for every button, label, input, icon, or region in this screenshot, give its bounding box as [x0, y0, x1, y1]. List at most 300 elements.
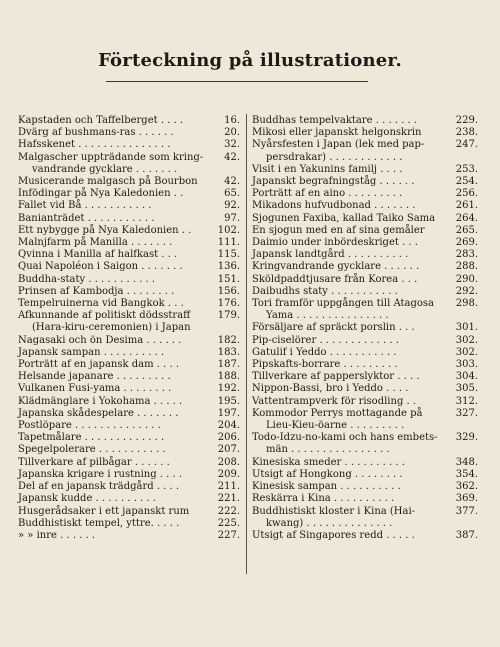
entry-label — [18, 457, 214, 469]
index-entry — [18, 347, 240, 359]
entry-page-number: 42. — [224, 176, 240, 188]
leader-dots: . . . . — [153, 359, 179, 371]
index-entry — [252, 371, 478, 383]
entry-text: Buddha-staty — [18, 273, 86, 285]
leader-dots: . . . . . . . — [370, 200, 416, 212]
index-entry — [252, 347, 478, 359]
right-column — [252, 115, 478, 542]
leader-dots: . . . . — [377, 163, 403, 175]
entry-text: En sjogun med en af sina gemåler — [252, 224, 425, 236]
entry-page-number: 312. — [455, 395, 478, 407]
entry-page-number: 301. — [455, 322, 478, 334]
entry-text: Musicerande malgasch på Bourbon — [18, 176, 198, 188]
entry-page-number: 283. — [455, 249, 478, 261]
index-entry — [18, 298, 240, 310]
entry-text: Afkunnande af politiskt dödsstraff — [18, 310, 191, 322]
entry-page-number: 187. — [217, 359, 240, 371]
index-entry — [252, 530, 478, 542]
entry-text: Todo-Idzu-no-kami och hans embets- — [252, 432, 438, 444]
entry-text: Qvinna i Manilla af halfkast — [18, 249, 159, 261]
entry-page-number: 247. — [455, 139, 478, 151]
entry-page-number: 188. — [217, 371, 240, 383]
entry-label — [18, 298, 214, 310]
entry-page-number: 229. — [455, 115, 478, 126]
entry-label — [252, 481, 452, 493]
leader-dots: . . . . . . — [131, 456, 170, 468]
entry-text: Nippon-Bassi, bro i Yeddo — [252, 383, 383, 395]
leader-dots: . . . . . . — [376, 176, 415, 188]
entry-label — [18, 213, 214, 225]
entry-label — [252, 335, 452, 347]
leader-dots: . . . . . . . . . . . . . . . . — [287, 444, 390, 456]
entry-continuation: persdrakar) — [266, 151, 327, 163]
entry-text: Japansk landtgård — [252, 249, 345, 261]
entry-label — [18, 237, 214, 249]
index-entry — [252, 408, 478, 432]
entry-page-number: 176. — [217, 298, 240, 310]
leader-dots: . . . . — [382, 383, 409, 395]
entry-page-number: 261. — [455, 200, 478, 212]
entry-text: Buddhistiskt tempel, yttre — [18, 517, 151, 529]
entry-text: Japanska krigare i rustning — [18, 468, 157, 480]
entry-page-number: 264. — [455, 212, 478, 224]
index-entry — [18, 457, 240, 469]
entry-label — [18, 152, 214, 176]
index-entry — [252, 469, 478, 481]
index-entry — [18, 408, 240, 420]
leader-dots: . . . . . . . . . . . . . . — [71, 420, 161, 432]
leader-dots: . . . . — [153, 481, 180, 493]
entry-continuation: män — [266, 444, 288, 456]
entry-label — [18, 481, 214, 493]
entry-text: Tori framför uppgången till Atagosa — [252, 298, 434, 310]
leader-dots: . . . . . . . . . . . — [95, 444, 166, 456]
index-entry — [252, 383, 478, 395]
entry-page-number: 207. — [217, 444, 240, 456]
entry-label — [18, 115, 214, 127]
entry-page-number: 179. — [217, 310, 240, 322]
entry-text: Porträtt af en aino — [252, 188, 346, 200]
entry-page-number: 377. — [455, 505, 478, 517]
entry-text: Klädmänglare i Yokohama — [18, 395, 151, 407]
entry-label — [18, 396, 214, 408]
entry-label — [252, 493, 452, 505]
entry-text: Japansk kudde — [18, 493, 93, 505]
entry-text: Kommodor Perrys mottagande på — [252, 407, 423, 419]
entry-page-number: 290. — [455, 273, 478, 285]
index-entry — [252, 188, 478, 200]
entry-text: Banianträdet — [18, 212, 85, 224]
entry-continuation: vandrande gycklare — [32, 163, 133, 175]
entry-label — [18, 249, 214, 261]
entry-continuation: Lieu-Kieu-öarne — [266, 420, 348, 432]
leader-dots: . . . . . . . — [138, 261, 183, 273]
entry-label — [252, 164, 452, 176]
entry-label — [18, 286, 214, 298]
leader-dots: . . . . . . . . — [351, 468, 403, 480]
entry-label — [252, 396, 452, 408]
index-entry — [18, 249, 240, 261]
entry-label — [252, 347, 452, 359]
entry-label — [252, 432, 452, 456]
leader-dots: . . . . . . . . . . — [330, 493, 395, 505]
entry-page-number: 211. — [217, 481, 240, 493]
title-rule — [106, 81, 368, 82]
leader-dots: . . . . — [156, 468, 183, 480]
index-entry — [252, 322, 478, 334]
leader-dots: . . . — [164, 298, 184, 310]
column-divider — [246, 114, 247, 574]
index-entry — [18, 261, 240, 273]
entry-label — [18, 506, 214, 518]
index-entry — [18, 310, 240, 334]
leader-dots: . . . . . . . . . . — [341, 456, 405, 468]
entry-text: Daibudhs staty — [252, 285, 328, 297]
leader-dots: . . . . . . . . . . . — [84, 212, 155, 224]
entry-page-number: 151. — [217, 273, 240, 285]
index-entry — [252, 213, 478, 225]
entry-text-continued — [18, 322, 214, 334]
entry-text: Infödingar på Nya Kaledonien — [18, 188, 171, 200]
entry-text: Dvärg af bushmans-ras — [18, 127, 136, 139]
entry-page-number: 221. — [217, 493, 240, 505]
entry-label — [252, 359, 452, 371]
entry-label — [18, 225, 214, 237]
entry-text-continued — [252, 152, 452, 164]
entry-page-number: 225. — [217, 517, 240, 529]
index-entry — [18, 396, 240, 408]
entry-page-number: 156. — [217, 285, 240, 297]
leader-dots: . . . . . . — [381, 261, 420, 273]
entry-label — [18, 371, 214, 383]
entry-page-number: 348. — [455, 456, 478, 468]
leader-dots: . . . . . . . . . . . . . . . — [75, 139, 171, 151]
entry-label — [18, 420, 214, 432]
entry-label — [252, 115, 452, 127]
leader-dots: . . . . . . . . . . . — [85, 273, 156, 285]
leader-dots: . . . . . . . . — [120, 383, 172, 395]
entry-page-number: 238. — [455, 127, 478, 139]
entry-label — [18, 383, 214, 395]
leader-dots: . . . — [398, 237, 418, 249]
entry-continuation: kwang) — [266, 517, 304, 529]
index-entry — [252, 261, 478, 273]
leader-dots: . . . . . . — [135, 127, 174, 139]
entry-page-number: 32. — [224, 139, 240, 151]
leader-dots: . . . . . . . . . . — [344, 249, 409, 261]
entry-text: Utsigt af Hongkong — [252, 468, 352, 480]
entry-label — [18, 518, 214, 530]
entry-text: Sköldpaddtjusare från Korea — [252, 273, 399, 285]
index-entry — [252, 115, 478, 127]
entry-page-number: 303. — [455, 359, 478, 371]
entry-text: Porträtt af en japansk dam — [18, 359, 154, 371]
leader-dots: . . . . . . . — [132, 163, 178, 175]
entry-page-number: 327. — [455, 407, 478, 419]
entry-label — [18, 139, 214, 151]
entry-label — [18, 408, 214, 420]
entry-page-number: 206. — [217, 432, 240, 444]
index-entry — [252, 359, 478, 371]
entry-label — [18, 335, 214, 347]
entry-text: Pip-ciselörer — [252, 334, 317, 346]
entry-label — [18, 127, 214, 139]
entry-label — [252, 506, 452, 530]
entry-text: Postlöpare — [18, 420, 72, 432]
index-entry — [252, 493, 478, 505]
leader-dots: . . . — [158, 249, 178, 261]
entry-page-number: 227. — [217, 529, 240, 541]
entry-label — [18, 347, 214, 359]
index-entry — [18, 371, 240, 383]
index-entry — [18, 213, 240, 225]
entry-page-number: 298. — [455, 298, 478, 310]
entry-text: Husgerådsaker i ett japanskt rum — [18, 505, 190, 517]
entry-text: Prinsen af Kambodja — [18, 285, 124, 297]
leader-dots: . . . . . . — [143, 334, 182, 346]
index-entry — [18, 335, 240, 347]
index-entry — [18, 506, 240, 518]
page-title: Förteckning på illustrationer. — [98, 50, 402, 71]
leader-dots: . . . . . . . . . . . . . . . — [293, 310, 389, 322]
entry-text: Vulkanen Fusi-yama — [18, 383, 121, 395]
index-entry — [252, 457, 478, 469]
entry-text: Pipskafts-borrare — [252, 359, 341, 371]
entry-text: Helsande japanare — [18, 371, 114, 383]
leader-dots: . . . . . — [150, 517, 180, 529]
leader-dots: . . . . . . . . . . . — [326, 346, 397, 358]
entry-label — [252, 408, 452, 432]
entry-page-number: 197. — [217, 407, 240, 419]
entry-text: » » inre — [18, 529, 57, 541]
entry-text: Sjogunen Faxiba, kallad Taiko Sama — [252, 212, 436, 224]
entry-page-number: 256. — [455, 188, 478, 200]
index-entry — [18, 115, 240, 127]
entry-label — [18, 274, 214, 286]
index-entry — [18, 420, 240, 432]
entry-page-number: 115. — [217, 249, 240, 261]
entry-text: Japanska skådespelare — [18, 407, 134, 419]
entry-page-number: 209. — [217, 468, 240, 480]
entry-continuation: Yama — [266, 310, 294, 322]
entry-text: Japansk sampan — [18, 346, 101, 358]
entry-label — [18, 530, 214, 542]
entry-text: Tempelruinerna vid Bangkok — [18, 298, 165, 310]
index-entry — [18, 530, 240, 542]
entry-label — [252, 457, 452, 469]
entry-page-number: 97. — [224, 212, 240, 224]
index-entry — [252, 432, 478, 456]
entry-text: Buddhas tempelvaktare — [252, 115, 373, 126]
entry-text: Malnjfarm på Manilla — [18, 237, 128, 249]
leader-dots: . . . . . . . . . . . . . — [316, 334, 399, 346]
entry-page-number: 292. — [455, 285, 478, 297]
leader-dots: . . . . . . . . . — [345, 188, 403, 200]
leader-dots: . . . . . . . . . . — [92, 493, 156, 505]
index-entry — [252, 237, 478, 249]
index-entry — [18, 127, 240, 139]
entry-label — [252, 274, 452, 286]
entry-label — [252, 237, 452, 249]
entry-label — [252, 225, 452, 237]
index-entry — [252, 286, 478, 298]
entry-label — [18, 188, 214, 200]
entry-page-number: 329. — [455, 432, 478, 444]
entry-label — [252, 261, 452, 273]
entry-text: Tillverkare af pilbågar — [18, 456, 132, 468]
entry-label — [252, 371, 452, 383]
entry-label — [252, 200, 452, 212]
entry-continuation: (Hara-kiru-ceremonien) i Japan — [32, 322, 191, 334]
left-column — [18, 115, 240, 542]
entry-label — [18, 432, 214, 444]
entry-page-number: 369. — [455, 493, 478, 505]
index-entry — [18, 359, 240, 371]
leader-dots: . . . . . . . . . — [113, 371, 171, 383]
leader-dots: . . . . . . . . . — [347, 420, 405, 432]
leader-dots: . . . . . . . . . . — [100, 346, 165, 358]
index-entry — [18, 237, 240, 249]
index-entry — [252, 396, 478, 408]
entry-page-number: 111. — [217, 237, 240, 249]
entry-page-number: 183. — [217, 346, 240, 358]
leader-dots: . . . . . — [383, 529, 415, 541]
leader-dots: . . . . . . . . . — [340, 359, 398, 371]
entry-page-number: 136. — [217, 261, 240, 273]
entry-text: Tillverkare af papperslyktor — [252, 371, 395, 383]
entry-text: Vattentrampverk för risodling — [252, 395, 404, 407]
entry-label — [18, 200, 214, 212]
index-entry — [252, 225, 478, 237]
entry-label — [252, 213, 452, 225]
entry-page-number: 204. — [217, 420, 240, 432]
entry-page-number: 92. — [224, 200, 240, 212]
entry-text: Reskärra i Kina — [252, 493, 331, 505]
entry-page-number: 16. — [224, 115, 240, 126]
leader-dots: . . . . . . . — [127, 237, 173, 249]
index-entry — [252, 139, 478, 163]
entry-label — [252, 298, 452, 322]
index-entry — [252, 176, 478, 188]
entry-text: Mikadons hufvudbonad — [252, 200, 371, 212]
entry-page-number: 254. — [455, 176, 478, 188]
entry-text-continued — [252, 444, 452, 456]
leader-dots: . . . . . . . — [372, 115, 418, 126]
leader-dots: . . . . — [394, 371, 420, 383]
index-entry — [18, 139, 240, 151]
leader-dots: . . . . . . . . — [123, 285, 175, 297]
index-entry — [18, 200, 240, 212]
entry-label — [252, 188, 452, 200]
index-entry — [252, 298, 478, 322]
entry-page-number: 288. — [455, 261, 478, 273]
leader-dots: . . — [403, 395, 417, 407]
index-entry — [18, 188, 240, 200]
entry-text: Kringvandrande gycklare — [252, 261, 381, 273]
leader-dots: . . . . . . . . . . . . — [326, 151, 403, 163]
entry-text: Daimio under inbördeskriget — [252, 237, 399, 249]
entry-text: Försäljare af spräckt porslin — [252, 322, 396, 334]
entry-text: Visit i en Yakunins familj — [252, 163, 378, 175]
entry-page-number: 302. — [455, 334, 478, 346]
entry-label — [18, 469, 214, 481]
entry-text: Tapetmålare — [18, 432, 82, 444]
entry-page-number: 102. — [217, 224, 240, 236]
entry-label — [252, 530, 452, 542]
entry-text: Fallet vid Bå — [18, 200, 82, 212]
entry-text: Kinesisk sampan — [252, 481, 338, 493]
index-entry — [18, 518, 240, 530]
leader-dots: . . . . . . . . . . . . . — [81, 432, 165, 444]
index-entry — [252, 481, 478, 493]
entry-label — [18, 176, 214, 188]
entry-text: Hafsskenet — [18, 139, 76, 151]
entry-text: Malgascher uppträdande som kring- — [18, 151, 204, 163]
entry-page-number: 304. — [455, 371, 478, 383]
index-entry — [252, 506, 478, 530]
entry-text-continued — [18, 164, 214, 176]
entry-page-number: 354. — [455, 468, 478, 480]
leader-dots: . . . — [395, 322, 415, 334]
leader-dots: . . . . . . . — [133, 407, 179, 419]
entry-label — [18, 310, 214, 334]
entry-text: Utsigt af Singapores redd — [252, 529, 384, 541]
entry-page-number: 302. — [455, 346, 478, 358]
entry-label — [252, 286, 452, 298]
index-entry — [18, 176, 240, 188]
entry-label — [252, 322, 452, 334]
leader-dots: . . . . — [157, 115, 184, 126]
leader-dots: . . . . . . . . . . . — [81, 200, 152, 212]
entry-text-continued — [252, 518, 452, 530]
entry-page-number: 305. — [455, 383, 478, 395]
entry-page-number: 269. — [455, 237, 478, 249]
entry-text-continued — [252, 310, 452, 322]
index-entry — [18, 469, 240, 481]
leader-dots: . . — [178, 224, 192, 236]
index-entry — [252, 200, 478, 212]
index-entry — [18, 383, 240, 395]
entry-label — [252, 127, 452, 139]
entry-label — [252, 249, 452, 261]
leader-dots: . . . . . . . . . . . . . . — [303, 517, 393, 529]
index-entry — [18, 286, 240, 298]
index-entry — [18, 225, 240, 237]
entry-label — [252, 469, 452, 481]
leader-dots: . . . . . . . . . . — [337, 481, 401, 493]
entry-page-number: 182. — [217, 334, 240, 346]
entry-text: Spegelpolerare — [18, 444, 96, 456]
entry-text: Nagasaki och ön Desima — [18, 334, 144, 346]
index-entry — [18, 444, 240, 456]
index-entry — [18, 432, 240, 444]
entry-label — [18, 261, 214, 273]
entry-page-number: 208. — [217, 456, 240, 468]
entry-text: Ett nybygge på Nya Kaledonien — [18, 224, 179, 236]
leader-dots: . . . . . . . . . . . — [327, 285, 398, 297]
entry-text: Kinesiska smeder — [252, 456, 342, 468]
index-entry — [18, 152, 240, 176]
entry-page-number: 387. — [455, 529, 478, 541]
entry-label — [252, 139, 452, 163]
index-entry — [252, 164, 478, 176]
entry-label — [252, 383, 452, 395]
index-entry — [252, 249, 478, 261]
leader-dots: . . . . . — [150, 395, 183, 407]
entry-text: Mikosi eller japanskt helgonskrin — [252, 127, 422, 139]
index-entry — [18, 481, 240, 493]
entry-text: Japanskt begrafningståg — [252, 176, 377, 188]
